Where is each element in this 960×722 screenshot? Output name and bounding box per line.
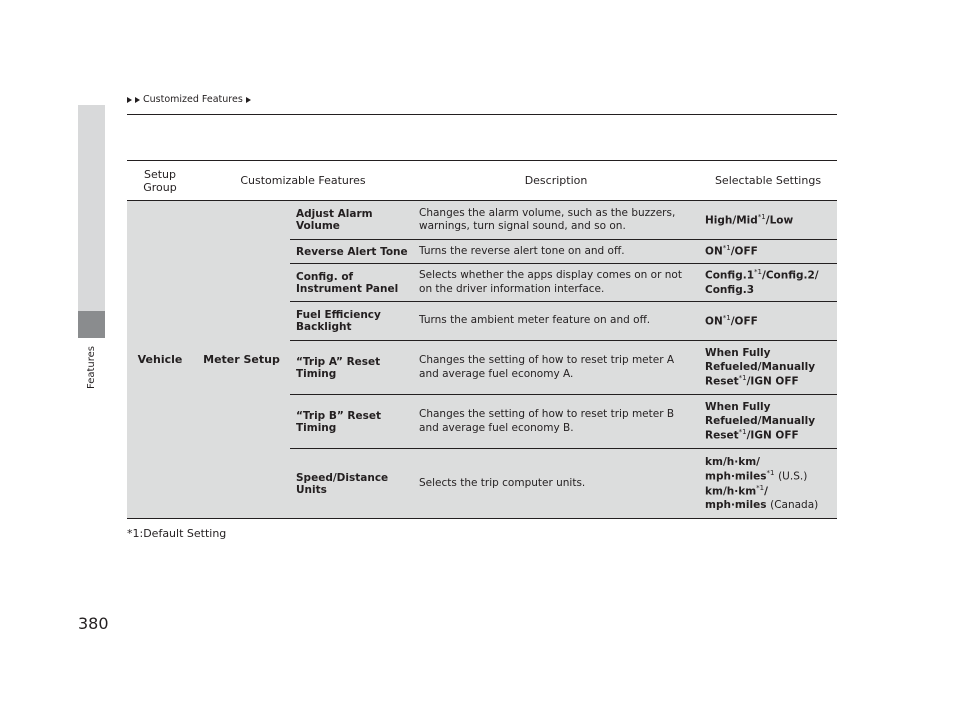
description-cell: Turns the reverse alert tone on and off. [413,240,699,264]
feature-cell: “Trip B” Reset Timing [290,395,413,449]
header-rule [127,114,837,115]
arrow-icon [127,97,132,103]
settings-cell: High/Mid$^{*1}$/Low [699,201,837,240]
description-cell: Changes the setting of how to reset trip meter B and average fuel economy B. [413,395,699,449]
section-tab-track [78,105,105,311]
col-header-setup-group: Setup Group [127,161,193,201]
breadcrumb [127,94,251,105]
col-header-description: Description [413,161,699,201]
description-cell: Selects whether the apps display comes on or not on the driver information interface. [413,264,699,302]
feature-cell: “Trip A” Reset Timing [290,341,413,395]
description-cell: Changes the alarm volume, such as the buzzers, warnings, turn signal sound, and so on. [413,201,699,240]
group-cell: Vehicle [127,201,193,519]
settings-cell: When Fully Refueled/Manually Reset$^{*1}$/IGN OFF [699,341,837,395]
settings-cell: km/h·km/ mph·miles$^{*1}$ (U.S.) $km/h\cdot km^{*1}/$ mph·miles (Canada) [699,449,837,519]
settings-cell: ON$^{*1}$/OFF [699,302,837,341]
subgroup-cell: Meter Setup [193,201,290,519]
description-cell: Turns the ambient meter feature on and off. [413,302,699,341]
feature-cell: Speed/Distance Units [290,449,413,519]
section-tab-marker [78,311,105,338]
feature-cell: Config. of Instrument Panel [290,264,413,302]
description-cell: Changes the setting of how to reset trip meter A and average fuel economy A. [413,341,699,395]
breadcrumb-label: Customized Features [143,94,243,105]
table-header-row [127,161,837,201]
col-header-features: Customizable Features [193,161,413,201]
description-cell: Selects the trip computer units. [413,449,699,519]
feature-cell: Adjust Alarm Volume [290,201,413,240]
arrow-icon [135,97,140,103]
feature-cell: Fuel Efficiency Backlight [290,302,413,341]
settings-cell: When Fully Refueled/Manually Reset$^{*1}$/IGN OFF [699,395,837,449]
settings-cell: ON$^{*1}$/OFF [699,240,837,264]
table-row [127,201,837,240]
col-header-settings: Selectable Settings [699,161,837,201]
settings-cell: Config.1$^{*1}$/Config.2/ Config.3 [699,264,837,302]
footnote: *1:Default Setting [127,527,227,540]
arrow-icon [246,97,251,103]
section-label: Features [86,346,97,389]
customizable-features-table [127,160,837,519]
feature-cell: Reverse Alert Tone [290,240,413,264]
page-number: 380 [78,614,109,633]
